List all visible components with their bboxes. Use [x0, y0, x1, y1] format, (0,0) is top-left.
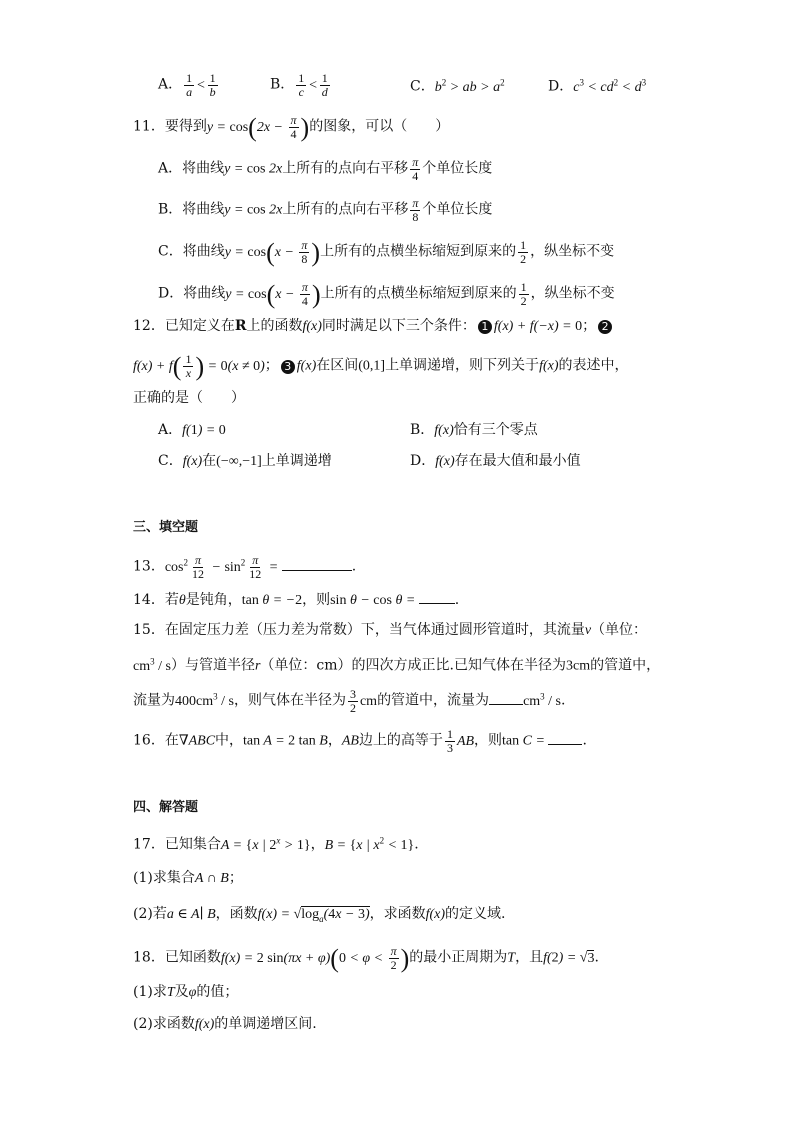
q15-line2: $cm^3 / s$）与管道半径r（单位：cm）的四次方成正比.已知气体在半径为3cm的管道中，	[133, 656, 661, 674]
q17-part1: (1)求集合A ∩ B；	[133, 870, 243, 886]
q12-option-b: B．f(x)恰有三个零点	[410, 422, 538, 438]
q10-option-b: B． $\frac{1}{c}$ < $\frac{1}{d}$	[270, 71, 328, 99]
q10-option-c: C．$b^2$ > ab > $a^2$	[410, 77, 505, 95]
q12-option-a: A．f(1) = 0	[158, 422, 226, 438]
q17-stem: 17．已知集合A = {x | $2^x > 1$}，B = {x | $x^2 < 1$}.	[133, 835, 419, 853]
q16-answer-blank[interactable]	[548, 730, 582, 745]
section-answer: 四、解答题	[133, 800, 199, 815]
q12-stem-line1: 12．已知定义在R上的函数f(x)同时满足以下三个条件： 1 f(x) + f(−x) = 0； 2	[133, 316, 614, 337]
q13-answer-blank[interactable]	[282, 556, 352, 571]
q12-option-c: C．f(x)在(−∞,−1]上单调递增	[158, 453, 332, 469]
section-fill-in: 三、填空题	[133, 520, 199, 535]
q15-answer-blank[interactable]	[489, 690, 523, 705]
q11-stem: 11．要得到y = cos(2x − $\frac{\pi}{4}$ )的图象，可以（ ）	[133, 112, 450, 142]
q12-stem-line2: f(x) + f( $\frac{1}{x}$ ) = 0(x ≠ 0)； 3 f(x)在区间(0,1]上单调递增，则下列关于f(x)的表述中，	[133, 351, 629, 381]
q12-option-d: D．f(x)存在最大值和最小值	[410, 453, 581, 469]
q10-option-a: A．	[158, 76, 183, 93]
q12-stem-line3: 正确的是（ ）	[133, 390, 245, 406]
q14-answer-blank[interactable]	[419, 589, 455, 604]
q18-stem: 18．已知函数f(x) = 2 sin(πx + φ)(0 < φ < $\frac{\pi}{2}$ )的最小正周期为T，且f(2) = √3.	[133, 943, 599, 973]
q10-options: A． $\frac{1}{a}$ < $\frac{1}{b}$	[158, 71, 216, 99]
q11-option-d: D．将曲线y = cos(x − $\frac{\pi}{4}$ )上所有的点横坐标缩短到原来的 $\frac{1}{2}$ ，纵坐标不变	[158, 279, 615, 309]
q11-option-b: B．将曲线y = cos 2x上所有的点向右平移 $\frac{\pi}{8}$ 个单位长度	[158, 196, 493, 224]
q14: 14．若θ是钝角，tan θ = −2，则sin θ − cos θ = .	[133, 589, 459, 611]
q11-option-a: A．将曲线y = cos 2x上所有的点向右平移 $\frac{\pi}{4}$ 个单位长度	[158, 155, 493, 183]
q11-option-c: C．将曲线y = cos(x − $\frac{\pi}{8}$ )上所有的点横坐标缩短到原来的 $\frac{1}{2}$ ，纵坐标不变	[158, 237, 615, 267]
q16: 16．在∇ABC中，tan A = 2 tan B，AB边上的高等于 $\frac{1}{3}$ AB，则tan C = .	[133, 727, 587, 755]
q15-line1: 15．在固定压力差（压力差为常数）下，当气体通过圆形管道时，其流量v（单位：	[133, 622, 648, 638]
q15-line3: 流量为$400cm^3$ / s，则气体在半径为 $\frac{3}{2}$ cm的管道中，流量为 $cm^3$ / s.	[133, 686, 566, 715]
q18-part2: (2)求函数f(x)的单调递增区间.	[133, 1016, 317, 1032]
q10-option-d: D．$c^3 < cd^2 < d^3$	[548, 77, 647, 95]
q17-part2: (2)若a ∈ A∣ B，函数$f(x) = √\log_a(4x - 3)$，求函数f(x)的定义域.	[133, 906, 506, 924]
q18-part1: (1)求T及φ的值；	[133, 984, 239, 1000]
q13: 13．$\cos^2$ $\frac{\pi}{12}$ − $\sin^2$ $\frac{\pi}{12}$ = .	[133, 552, 357, 581]
